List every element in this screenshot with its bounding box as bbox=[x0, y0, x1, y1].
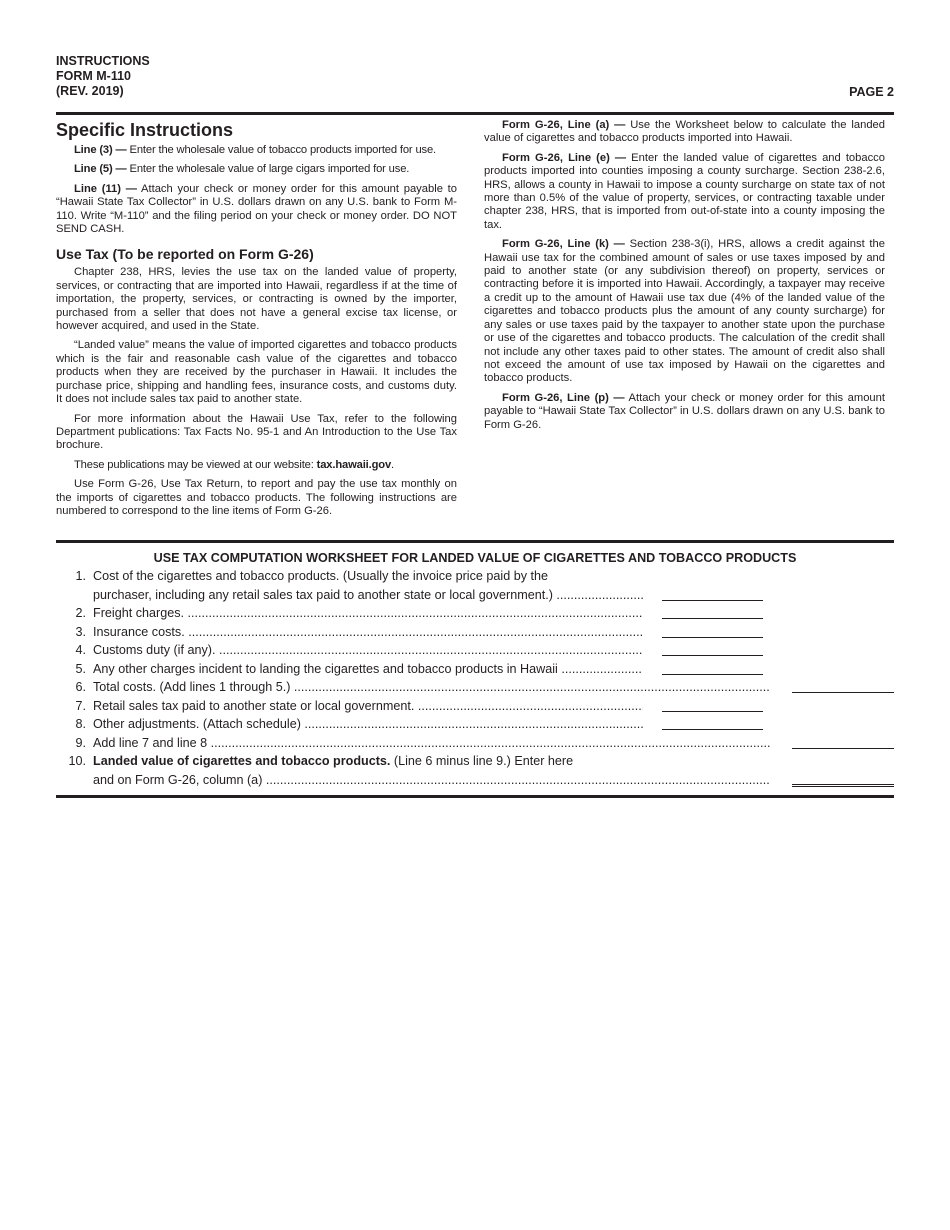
form-g26-paragraph: Use Form G-26, Use Tax Return, to report and pay the use tax monthly on the imports of cigarettes and tobacco products. The following instructions are numbered to correspond to the line items of Form G-26. bbox=[56, 478, 457, 517]
line-a-paragraph bbox=[484, 119, 885, 146]
line-a-label: Form G-26, Line (a) — bbox=[502, 119, 626, 131]
left-column bbox=[56, 118, 457, 524]
header-instructions: INSTRUCTIONS bbox=[56, 54, 150, 68]
line-number: 9. bbox=[75, 735, 86, 750]
line-3-label: Line (3) — bbox=[74, 144, 127, 156]
line-11-text: Attach your check or money order for this amount payable to “Hawaii State Tax Collector” in U.S. dollars drawn on any U.S. bank to Form M-110. Write “M-110” and the filing period on your check or money order. DO NOT SEND CASH. bbox=[56, 182, 457, 236]
line-11-label: Line (11) — bbox=[74, 182, 137, 195]
worksheet-line-4 bbox=[56, 641, 894, 660]
worksheet-line-2 bbox=[56, 604, 894, 623]
use-tax-heading: Use Tax (To be reported on Form G-26) bbox=[56, 246, 314, 263]
header-form-number: FORM M-110 bbox=[56, 69, 132, 83]
line-7-entry-field[interactable] bbox=[662, 711, 763, 712]
line-4-text: Customs duty (if any). ..... bbox=[93, 641, 643, 659]
top-rule bbox=[56, 112, 894, 115]
line-number: 6. bbox=[75, 680, 86, 694]
website-text: These publications may be viewed at our website: bbox=[74, 458, 317, 471]
worksheet-bottom-rule bbox=[56, 795, 894, 798]
line-7-text: Retail sales tax paid to another state or local government. ..... bbox=[93, 697, 643, 715]
line-k-label: Form G-26, Line (k) — bbox=[502, 238, 625, 251]
line-e-label: Form G-26, Line (e) — bbox=[502, 151, 627, 164]
header-revision: (REV. 2019) bbox=[56, 84, 124, 98]
more-info-paragraph: For more information about the Hawaii Use Tax, refer to the following Department publications: Tax Facts No. 95-1 and An Introduction to the Use Tax brochure. bbox=[56, 412, 457, 452]
use-tax-worksheet bbox=[56, 540, 894, 798]
line-e-text: Enter the landed value of cigarettes and tobacco products imported into counties imposing a county surcharge. Section 238-2.6, HRS, allows a county in Hawaii to impose a county surcharge on state tax of not more than 0.5% of the value of property, services, or contracting taxable under chapter 238, HRS, that is imported from out-of-state into a county imposing the tax. bbox=[484, 151, 885, 231]
line-p-paragraph bbox=[484, 392, 885, 432]
line-number: 8. bbox=[75, 717, 86, 731]
line-10-text-a bbox=[93, 752, 793, 770]
worksheet-line-7 bbox=[56, 697, 894, 716]
line-number: 7. bbox=[75, 698, 86, 713]
line-5-paragraph bbox=[56, 163, 457, 176]
line-1-text-a: Cost of the cigarettes and tobacco products. (Usually the invoice price paid by the bbox=[93, 569, 549, 583]
line-5-entry-field[interactable] bbox=[662, 674, 763, 675]
line-3-text: Insurance costs. ..... bbox=[93, 623, 643, 641]
line-10-bold-label: Landed value of cigarettes and tobacco products. bbox=[93, 754, 391, 768]
worksheet-title: USE TAX COMPUTATION WORKSHEET FOR LANDED VALUE OF CIGARETTES AND TOBACCO PRODUCTS bbox=[153, 551, 797, 565]
worksheet-top-rule bbox=[56, 540, 894, 543]
line-number: 10. bbox=[68, 754, 86, 768]
line-1-entry-field[interactable] bbox=[662, 600, 763, 601]
worksheet-line-10b bbox=[56, 771, 894, 790]
page-number: PAGE 2 bbox=[849, 85, 894, 99]
line-k-paragraph bbox=[484, 238, 885, 385]
line-number: 3. bbox=[75, 624, 86, 639]
line-4-entry-field[interactable] bbox=[662, 655, 763, 656]
line-p-text: Attach your check or money order for this amount payable to “Hawaii State Tax Collector” in U.S. dollars drawn on any U.S. bank to Form G-26. bbox=[484, 391, 885, 431]
line-11-paragraph bbox=[56, 183, 457, 237]
line-8-entry-field[interactable] bbox=[662, 729, 763, 730]
line-p-label: Form G-26, Line (p) — bbox=[502, 391, 625, 404]
line-number: 1. bbox=[75, 569, 86, 583]
line-8-text: Other adjustments. (Attach schedule) ..... bbox=[93, 715, 643, 733]
line-1-text-b: purchaser, including any retail sales tax paid to another state or local government.) ..... bbox=[93, 586, 643, 604]
worksheet-line-10a bbox=[56, 752, 894, 771]
line-number: 2. bbox=[75, 606, 86, 620]
line-5-text: Enter the wholesale value of large cigars imported for use. bbox=[126, 163, 410, 176]
worksheet-line-3 bbox=[56, 623, 894, 642]
website-paragraph bbox=[56, 459, 457, 472]
website-link[interactable]: tax.hawaii.gov bbox=[316, 458, 392, 471]
worksheet-line-5 bbox=[56, 660, 894, 679]
worksheet-line-1b bbox=[56, 586, 894, 605]
line-a-text: Use the Worksheet below to calculate the landed value of cigarettes and tobacco products imported into Hawaii. bbox=[484, 119, 885, 145]
line-10-instruction: (Line 6 minus line 9.) Enter here bbox=[390, 754, 574, 768]
line-number: 4. bbox=[75, 643, 86, 657]
line-10-text-b: and on Form G-26, column (a) ..... bbox=[93, 771, 770, 789]
line-3-entry-field[interactable] bbox=[662, 637, 763, 638]
worksheet-line-1a bbox=[56, 567, 894, 586]
right-column bbox=[484, 119, 885, 438]
form-header bbox=[56, 54, 150, 99]
line-6-text: Total costs. (Add lines 1 through 5.) ..... bbox=[93, 678, 770, 696]
line-6-entry-field[interactable] bbox=[792, 692, 894, 693]
use-tax-paragraph-1: Chapter 238, HRS, levies the use tax on the landed value of property, services, or contracting that are imported into Hawaii, regardless if at the time of importation, the property, services, or contracting is owned by the importer, purchased from a seller that does not have a general excise tax license, or however acquired, and used in the State. bbox=[56, 266, 457, 333]
line-2-entry-field[interactable] bbox=[662, 618, 763, 619]
worksheet-line-9 bbox=[56, 734, 894, 753]
line-3-text: Enter the wholesale value of tobacco products imported for use. bbox=[126, 144, 437, 156]
line-2-text: Freight charges. ..... bbox=[93, 604, 643, 622]
specific-instructions-heading: Specific Instructions bbox=[56, 120, 234, 140]
line-3-paragraph bbox=[56, 144, 457, 157]
worksheet-line-6 bbox=[56, 678, 894, 697]
line-9-entry-field[interactable] bbox=[792, 748, 894, 749]
line-k-text: Section 238-3(i), HRS, allows a credit against the Hawaii use tax for the combined amount of sales or use taxes imposed by and paid to another state (or any subdivision thereof) on property, services or contracting before it is imported into Hawaii. Accordingly, a taxpayer may receive a credit up to the amount of Hawaii use tax due (4% of the landed value of the cigarettes and tobacco products plus the amount of any county surcharge) for any sales or use taxes paid by the taxpayer to another state upon the purchase or use of the cigarettes and tobacco products. The calculation of the credit shall not include any other taxes paid to other states. The amount of credit also shall not exceed the amount of use tax imposed by Hawaii on the cigarettes and tobacco products. bbox=[484, 238, 885, 385]
line-9-text: Add line 7 and line 8 ..... bbox=[93, 734, 770, 752]
line-10-entry-field[interactable] bbox=[792, 784, 894, 787]
worksheet-line-8 bbox=[56, 715, 894, 734]
line-5-label: Line (5) — bbox=[74, 163, 127, 176]
line-5-text: Any other charges incident to landing the cigarettes and tobacco products in Hawaii ..... bbox=[93, 660, 643, 678]
line-e-paragraph bbox=[484, 152, 885, 232]
landed-value-paragraph: “Landed value” means the value of imported cigarettes and tobacco products which is the fair and reasonable cash value of the cigarettes and tobacco products when they are received by the purchaser in Hawaii. It includes the purchase price, shipping and handling fees, insurance costs, and customs duty. It does not include sales tax paid to another state. bbox=[56, 339, 457, 406]
line-number: 5. bbox=[75, 661, 86, 676]
website-period: . bbox=[391, 458, 394, 471]
